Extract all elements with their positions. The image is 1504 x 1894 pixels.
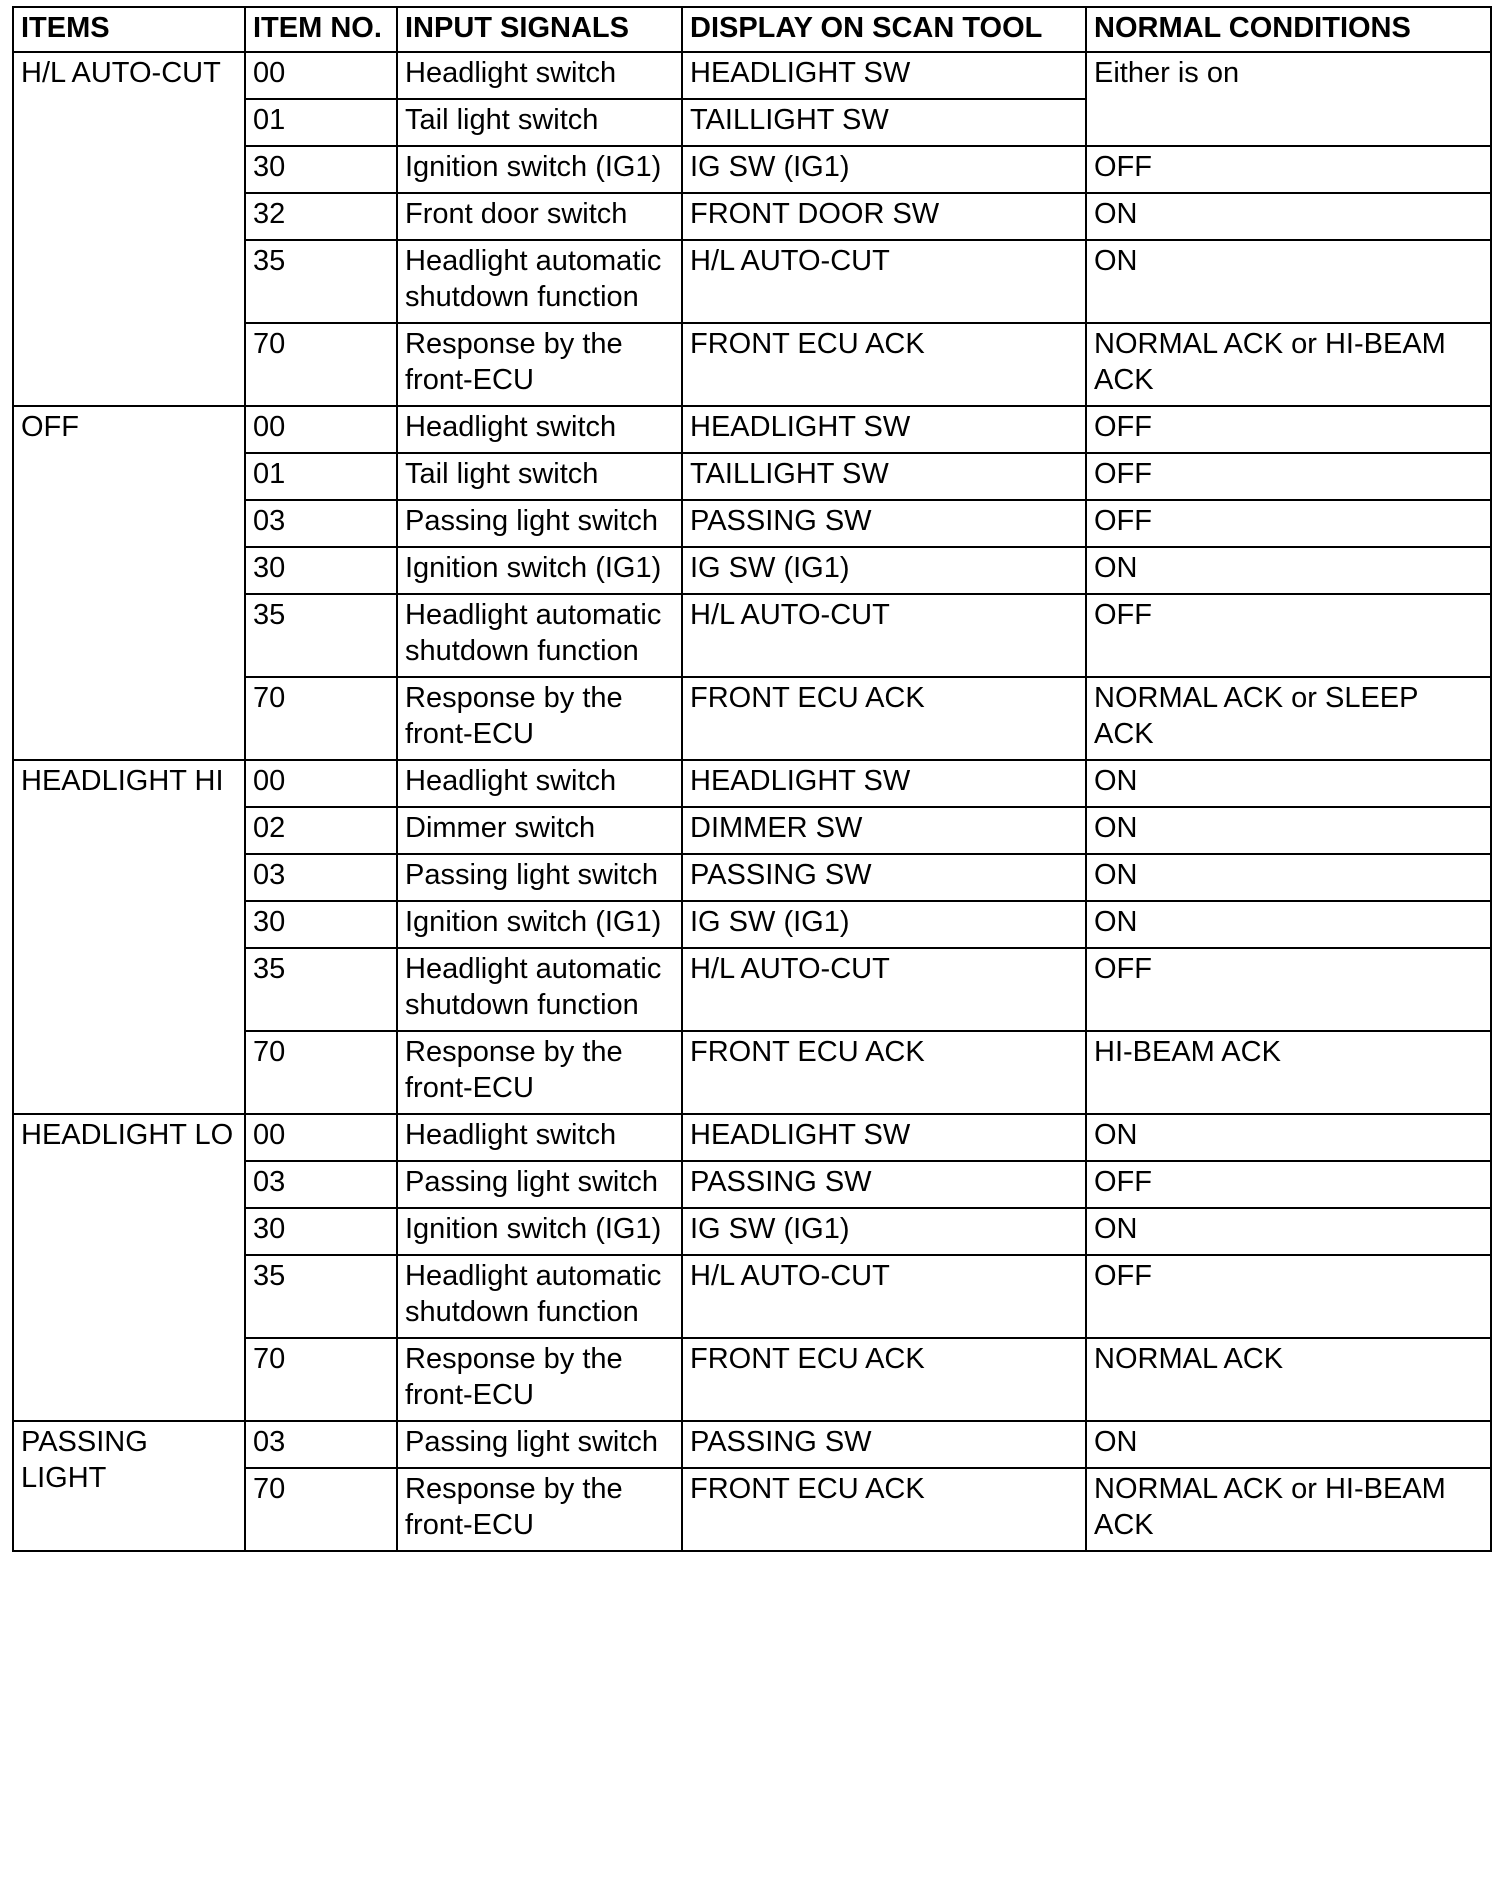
header-normal-conditions: NORMAL CONDITIONS bbox=[1086, 7, 1491, 52]
item-no-cell: 03 bbox=[245, 1161, 397, 1208]
normal-condition-cell: NORMAL ACK or HI-BEAM ACK bbox=[1086, 1468, 1491, 1551]
scan-tool-display-cell: H/L AUTO-CUT bbox=[682, 1255, 1086, 1338]
item-no-cell: 30 bbox=[245, 146, 397, 193]
normal-condition-cell: NORMAL ACK or SLEEP ACK bbox=[1086, 677, 1491, 760]
scan-tool-display-cell: IG SW (IG1) bbox=[682, 547, 1086, 594]
item-no-cell: 70 bbox=[245, 1031, 397, 1114]
item-no-cell: 00 bbox=[245, 406, 397, 453]
scan-tool-display-cell: HEADLIGHT SW bbox=[682, 1114, 1086, 1161]
normal-condition-cell: ON bbox=[1086, 1114, 1491, 1161]
scan-tool-display-cell: FRONT ECU ACK bbox=[682, 1031, 1086, 1114]
normal-condition-cell: OFF bbox=[1086, 948, 1491, 1031]
normal-condition-cell: NORMAL ACK bbox=[1086, 1338, 1491, 1421]
normal-condition-cell: ON bbox=[1086, 547, 1491, 594]
input-signal-cell: Passing light switch bbox=[397, 854, 682, 901]
scan-tool-display-cell: PASSING SW bbox=[682, 1421, 1086, 1468]
header-input-signals: INPUT SIGNALS bbox=[397, 7, 682, 52]
normal-condition-cell: OFF bbox=[1086, 1161, 1491, 1208]
table-row bbox=[13, 52, 1491, 99]
input-signal-cell: Headlight switch bbox=[397, 760, 682, 807]
table-row bbox=[13, 1114, 1491, 1161]
scan-tool-display-cell: IG SW (IG1) bbox=[682, 146, 1086, 193]
item-no-cell: 00 bbox=[245, 52, 397, 99]
table-header-row bbox=[13, 7, 1491, 52]
input-signal-cell: Passing light switch bbox=[397, 500, 682, 547]
item-no-cell: 03 bbox=[245, 1421, 397, 1468]
item-group-cell: HEADLIGHT HI bbox=[13, 760, 245, 1114]
item-no-cell: 70 bbox=[245, 1338, 397, 1421]
normal-condition-cell: OFF bbox=[1086, 146, 1491, 193]
input-signal-cell: Response by the front-ECU bbox=[397, 1338, 682, 1421]
normal-condition-cell: OFF bbox=[1086, 500, 1491, 547]
item-no-cell: 03 bbox=[245, 854, 397, 901]
input-signal-table bbox=[12, 6, 1492, 1552]
item-group-cell: H/L AUTO-CUT bbox=[13, 52, 245, 406]
input-signal-cell: Headlight automatic shutdown function bbox=[397, 594, 682, 677]
normal-condition-cell: ON bbox=[1086, 760, 1491, 807]
input-signal-cell: Passing light switch bbox=[397, 1161, 682, 1208]
scan-tool-display-cell: IG SW (IG1) bbox=[682, 1208, 1086, 1255]
header-item-no: ITEM NO. bbox=[245, 7, 397, 52]
scan-tool-display-cell: PASSING SW bbox=[682, 500, 1086, 547]
normal-condition-cell: NORMAL ACK or HI-BEAM ACK bbox=[1086, 323, 1491, 406]
scan-tool-display-cell: HEADLIGHT SW bbox=[682, 760, 1086, 807]
input-signal-cell: Headlight switch bbox=[397, 1114, 682, 1161]
item-no-cell: 03 bbox=[245, 500, 397, 547]
item-no-cell: 00 bbox=[245, 1114, 397, 1161]
normal-condition-cell: ON bbox=[1086, 901, 1491, 948]
normal-condition-cell: OFF bbox=[1086, 594, 1491, 677]
input-signal-cell: Front door switch bbox=[397, 193, 682, 240]
scan-tool-display-cell: H/L AUTO-CUT bbox=[682, 948, 1086, 1031]
input-signal-cell: Ignition switch (IG1) bbox=[397, 146, 682, 193]
normal-condition-cell: Either is on bbox=[1086, 52, 1491, 146]
scan-tool-display-cell: PASSING SW bbox=[682, 1161, 1086, 1208]
input-signal-cell: Response by the front-ECU bbox=[397, 1468, 682, 1551]
table-row bbox=[13, 1421, 1491, 1468]
item-no-cell: 70 bbox=[245, 323, 397, 406]
item-no-cell: 70 bbox=[245, 677, 397, 760]
item-group-cell: PASSING LIGHT bbox=[13, 1421, 245, 1551]
item-no-cell: 32 bbox=[245, 193, 397, 240]
normal-condition-cell: OFF bbox=[1086, 406, 1491, 453]
normal-condition-cell: ON bbox=[1086, 1421, 1491, 1468]
normal-condition-cell: ON bbox=[1086, 854, 1491, 901]
normal-condition-cell: ON bbox=[1086, 240, 1491, 323]
document-page bbox=[12, 6, 1490, 1552]
input-signal-cell: Headlight automatic shutdown function bbox=[397, 240, 682, 323]
item-no-cell: 02 bbox=[245, 807, 397, 854]
item-group-cell: HEADLIGHT LO bbox=[13, 1114, 245, 1421]
scan-tool-display-cell: FRONT ECU ACK bbox=[682, 1468, 1086, 1551]
item-no-cell: 35 bbox=[245, 948, 397, 1031]
scan-tool-display-cell: PASSING SW bbox=[682, 854, 1086, 901]
scan-tool-display-cell: H/L AUTO-CUT bbox=[682, 240, 1086, 323]
table-row bbox=[13, 406, 1491, 453]
normal-condition-cell: ON bbox=[1086, 807, 1491, 854]
scan-tool-display-cell: TAILLIGHT SW bbox=[682, 99, 1086, 146]
normal-condition-cell: ON bbox=[1086, 1208, 1491, 1255]
input-signal-cell: Headlight automatic shutdown function bbox=[397, 948, 682, 1031]
input-signal-cell: Tail light switch bbox=[397, 99, 682, 146]
item-no-cell: 35 bbox=[245, 1255, 397, 1338]
header-items: ITEMS bbox=[13, 7, 245, 52]
input-signal-cell: Ignition switch (IG1) bbox=[397, 1208, 682, 1255]
input-signal-cell: Tail light switch bbox=[397, 453, 682, 500]
scan-tool-display-cell: TAILLIGHT SW bbox=[682, 453, 1086, 500]
item-no-cell: 30 bbox=[245, 1208, 397, 1255]
item-no-cell: 35 bbox=[245, 594, 397, 677]
scan-tool-display-cell: FRONT ECU ACK bbox=[682, 1338, 1086, 1421]
input-signal-cell: Ignition switch (IG1) bbox=[397, 901, 682, 948]
input-signal-cell: Response by the front-ECU bbox=[397, 677, 682, 760]
normal-condition-cell: HI-BEAM ACK bbox=[1086, 1031, 1491, 1114]
item-no-cell: 00 bbox=[245, 760, 397, 807]
input-signal-cell: Headlight automatic shutdown function bbox=[397, 1255, 682, 1338]
item-group-cell: OFF bbox=[13, 406, 245, 760]
item-no-cell: 35 bbox=[245, 240, 397, 323]
scan-tool-display-cell: H/L AUTO-CUT bbox=[682, 594, 1086, 677]
table-row bbox=[13, 760, 1491, 807]
table-body bbox=[13, 52, 1491, 1551]
scan-tool-display-cell: FRONT DOOR SW bbox=[682, 193, 1086, 240]
normal-condition-cell: OFF bbox=[1086, 453, 1491, 500]
scan-tool-display-cell: HEADLIGHT SW bbox=[682, 52, 1086, 99]
item-no-cell: 30 bbox=[245, 547, 397, 594]
input-signal-cell: Passing light switch bbox=[397, 1421, 682, 1468]
input-signal-cell: Headlight switch bbox=[397, 52, 682, 99]
normal-condition-cell: OFF bbox=[1086, 1255, 1491, 1338]
scan-tool-display-cell: HEADLIGHT SW bbox=[682, 406, 1086, 453]
scan-tool-display-cell: DIMMER SW bbox=[682, 807, 1086, 854]
input-signal-cell: Ignition switch (IG1) bbox=[397, 547, 682, 594]
item-no-cell: 30 bbox=[245, 901, 397, 948]
scan-tool-display-cell: IG SW (IG1) bbox=[682, 901, 1086, 948]
input-signal-cell: Headlight switch bbox=[397, 406, 682, 453]
input-signal-cell: Response by the front-ECU bbox=[397, 1031, 682, 1114]
item-no-cell: 01 bbox=[245, 453, 397, 500]
normal-condition-cell: ON bbox=[1086, 193, 1491, 240]
input-signal-cell: Response by the front-ECU bbox=[397, 323, 682, 406]
scan-tool-display-cell: FRONT ECU ACK bbox=[682, 677, 1086, 760]
item-no-cell: 01 bbox=[245, 99, 397, 146]
input-signal-cell: Dimmer switch bbox=[397, 807, 682, 854]
item-no-cell: 70 bbox=[245, 1468, 397, 1551]
header-display-on-scan-tool: DISPLAY ON SCAN TOOL bbox=[682, 7, 1086, 52]
scan-tool-display-cell: FRONT ECU ACK bbox=[682, 323, 1086, 406]
